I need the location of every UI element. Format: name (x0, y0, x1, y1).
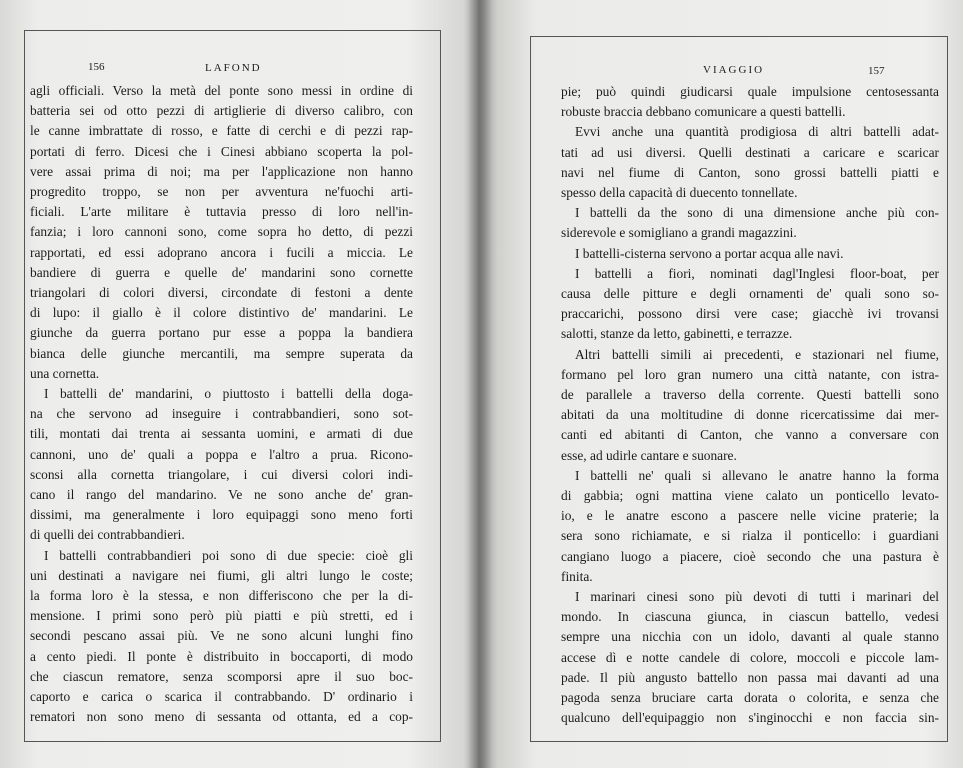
text-line: secondi pescano assai più. Ve ne sono alcuni lunghi fino (30, 628, 413, 644)
text-line: navi nel fiume di Canton, sono grossi battelli piatti e (561, 164, 939, 180)
text-line: I battelli de' mandarini, o piuttosto i battelli della doga- (44, 386, 413, 402)
text-line: mensione. I primi sono però più piatti e più stretti, ed i (30, 608, 413, 624)
text-line: I battelli a fiori, nominati dagl'Inglesi floor-boat, per (575, 265, 939, 281)
text-line: a cento piedi. Il ponte è distribuito in boccaporti, di modo (30, 648, 413, 664)
text-line: che ciascun rematore, senza scomporsi apre il suo boc- (30, 668, 413, 684)
text-line: de parallele a traverso della corrente. Questi battelli sono (561, 387, 939, 403)
text-line: di quelli dei contrabbandieri. (30, 527, 185, 543)
text-line: portati di ferro. Dicesi che i Cinesi abbiano scoperta la pol- (30, 143, 413, 159)
text-line: I battelli da the sono di una dimensione anche più con- (575, 205, 939, 221)
text-line: giunche da guerra portano pur esse a poppa la bandiera (30, 325, 413, 341)
text-line: mondo. In ciascuna giunca, in ciascun battello, vedesi (561, 609, 939, 625)
text-line: cano il rango del mandarino. Ve ne sono anche de' gran- (30, 487, 413, 503)
text-line: accese dì e notte candele di colore, moccoli e piccole lam- (561, 649, 939, 665)
left-page-number: 156 (88, 61, 105, 73)
text-line: io, e le anatre escono a pascere nelle vicine praterie; la (561, 508, 939, 524)
text-line: I battelli-cisterna servono a portar acqua alle navi. (575, 245, 844, 261)
text-line: formano pel loro gran numero una città natante, con istra- (561, 366, 939, 382)
text-line: finita. (561, 568, 593, 584)
left-running-head: LAFOND (205, 62, 262, 74)
text-line: batteria sei od otto pezzi di artiglierie di diverso calibro, con (30, 103, 413, 119)
text-line: Evvi anche una quantità prodigiosa di altri battelli adat- (575, 124, 939, 140)
text-line: I battelli ne' quali si allevano le anatre hanno la forma (575, 467, 939, 483)
text-line: di lupo: il giallo è il colore distintivo de' mandarini. Le (30, 305, 413, 321)
text-line: di gabbia; ogni mattina viene calato un ponticello levato- (561, 488, 939, 504)
text-line: tati ad usi diversi. Quelli destinati a caricare e scaricar (561, 144, 939, 160)
text-line: dissimi, ma generalmente i loro equipaggi sono meno forti (30, 507, 413, 523)
text-line: na che servono ad inseguire i contrabbandieri, sono sot- (30, 406, 413, 422)
text-line: caporto e carica o scarica il contrabbando. D' ordinario i (30, 689, 413, 705)
right-page-text (561, 82, 939, 729)
text-line: vere assai prima di noi; ma per l'applicazione non hanno (30, 163, 413, 179)
text-line: esse, ad udirle cantare e suonare. (561, 447, 737, 463)
text-line: le canne imbrattate di rosso, e fatte di cerchi e di pezzi rap- (30, 123, 413, 139)
text-line: pade. Il più angusto battello non passa mai davanti ad una (561, 669, 939, 685)
text-line: cannoni, uno de' quali a poppa e l'altro a prua. Ricono- (30, 446, 413, 462)
text-line: praccarichi, possono dirsi vere case; giacchè ivi trovansi (561, 306, 939, 322)
book-gutter (468, 0, 492, 768)
text-line: triangolari di colori diversi, circondate di festoni a dente (30, 285, 413, 301)
text-line: Altri battelli simili ai precedenti, e stazionari nel fiume, (575, 346, 939, 362)
text-line: tili, montati dai trenta ai sessanta uomini, e armati di due (30, 426, 413, 442)
text-line: agli officiali. Verso la metà del ponte sono messi in ordine di (30, 83, 413, 98)
text-line: fanzia; i loro cannoni sono, come sopra ho detto, di pezzi (30, 224, 413, 240)
text-line: salotti, stanze da letto, gabinetti, e terrazze. (561, 326, 793, 342)
left-page (0, 0, 478, 768)
text-line: I battelli contrabbandieri poi sono di due specie: cioè gli (44, 547, 413, 563)
text-line: bandiere di guerra e quelle de' mandarini sono cornette (30, 264, 413, 280)
text-line: I marinari cinesi sono più devoti di tutti i marinari del (575, 589, 939, 605)
text-line: pagoda senza bruciare carta dorata o colorita, e senza che (561, 690, 939, 706)
text-line: una cornetta. (30, 365, 100, 381)
text-line: causa delle pitture e degli ornamenti de' quali sono so- (561, 286, 939, 302)
text-line: bianca delle giunche mercantili, ma sempre superata da (30, 345, 413, 361)
text-line: spesso della capacità di duecento tonnellate. (561, 185, 798, 201)
text-line: sconsi alla cornetta triangolare, i cui diversi colori indi- (30, 466, 413, 482)
right-page-number: 157 (868, 65, 885, 77)
text-line: rapportati, ed essi adoprano ancora i fucili a miccia. Le (30, 244, 413, 260)
text-line: sempre una nicchia con un idolo, davanti al quale stanno (561, 629, 939, 645)
right-running-head: VIAGGIO (703, 64, 765, 76)
text-line: progredito troppo, se non per avventura ne'fuochi arti- (30, 184, 413, 200)
text-line: sera sono richiamate, e si rialza il ponticello: i guardiani (561, 528, 939, 544)
text-line: rematori non sono meno di sessanta od ottanta, ed a cop- (30, 709, 413, 725)
text-line: uni destinati a navigare nei fiumi, gli altri lungo le coste; (30, 567, 413, 583)
text-line: canti ed abitanti di Canton, che vanno a conversare con (561, 427, 939, 443)
right-page (478, 0, 963, 768)
text-line: siderevole e somigliano a grandi magazzini. (561, 225, 797, 241)
text-line: cangiano luogo a piacere, cioè secondo che una pastura è (561, 548, 939, 564)
text-line: pie; può quindi giudicarsi quale impulsione centosessanta (561, 84, 939, 99)
text-line: robuste braccia debbano comunicare a questi battelli. (561, 104, 846, 120)
left-page-text (30, 81, 413, 728)
text-line: abitati da una moltitudine di donne ricercatissime dai mer- (561, 407, 939, 423)
text-line: qualcuno dell'equipaggio non s'inginocchi e non faccia sin- (561, 710, 939, 726)
text-line: la forma loro è la stessa, e non differiscono che per la di- (30, 588, 413, 604)
text-line: ficiali. L'arte militare è tuttavia presso di loro nell'in- (30, 204, 413, 220)
